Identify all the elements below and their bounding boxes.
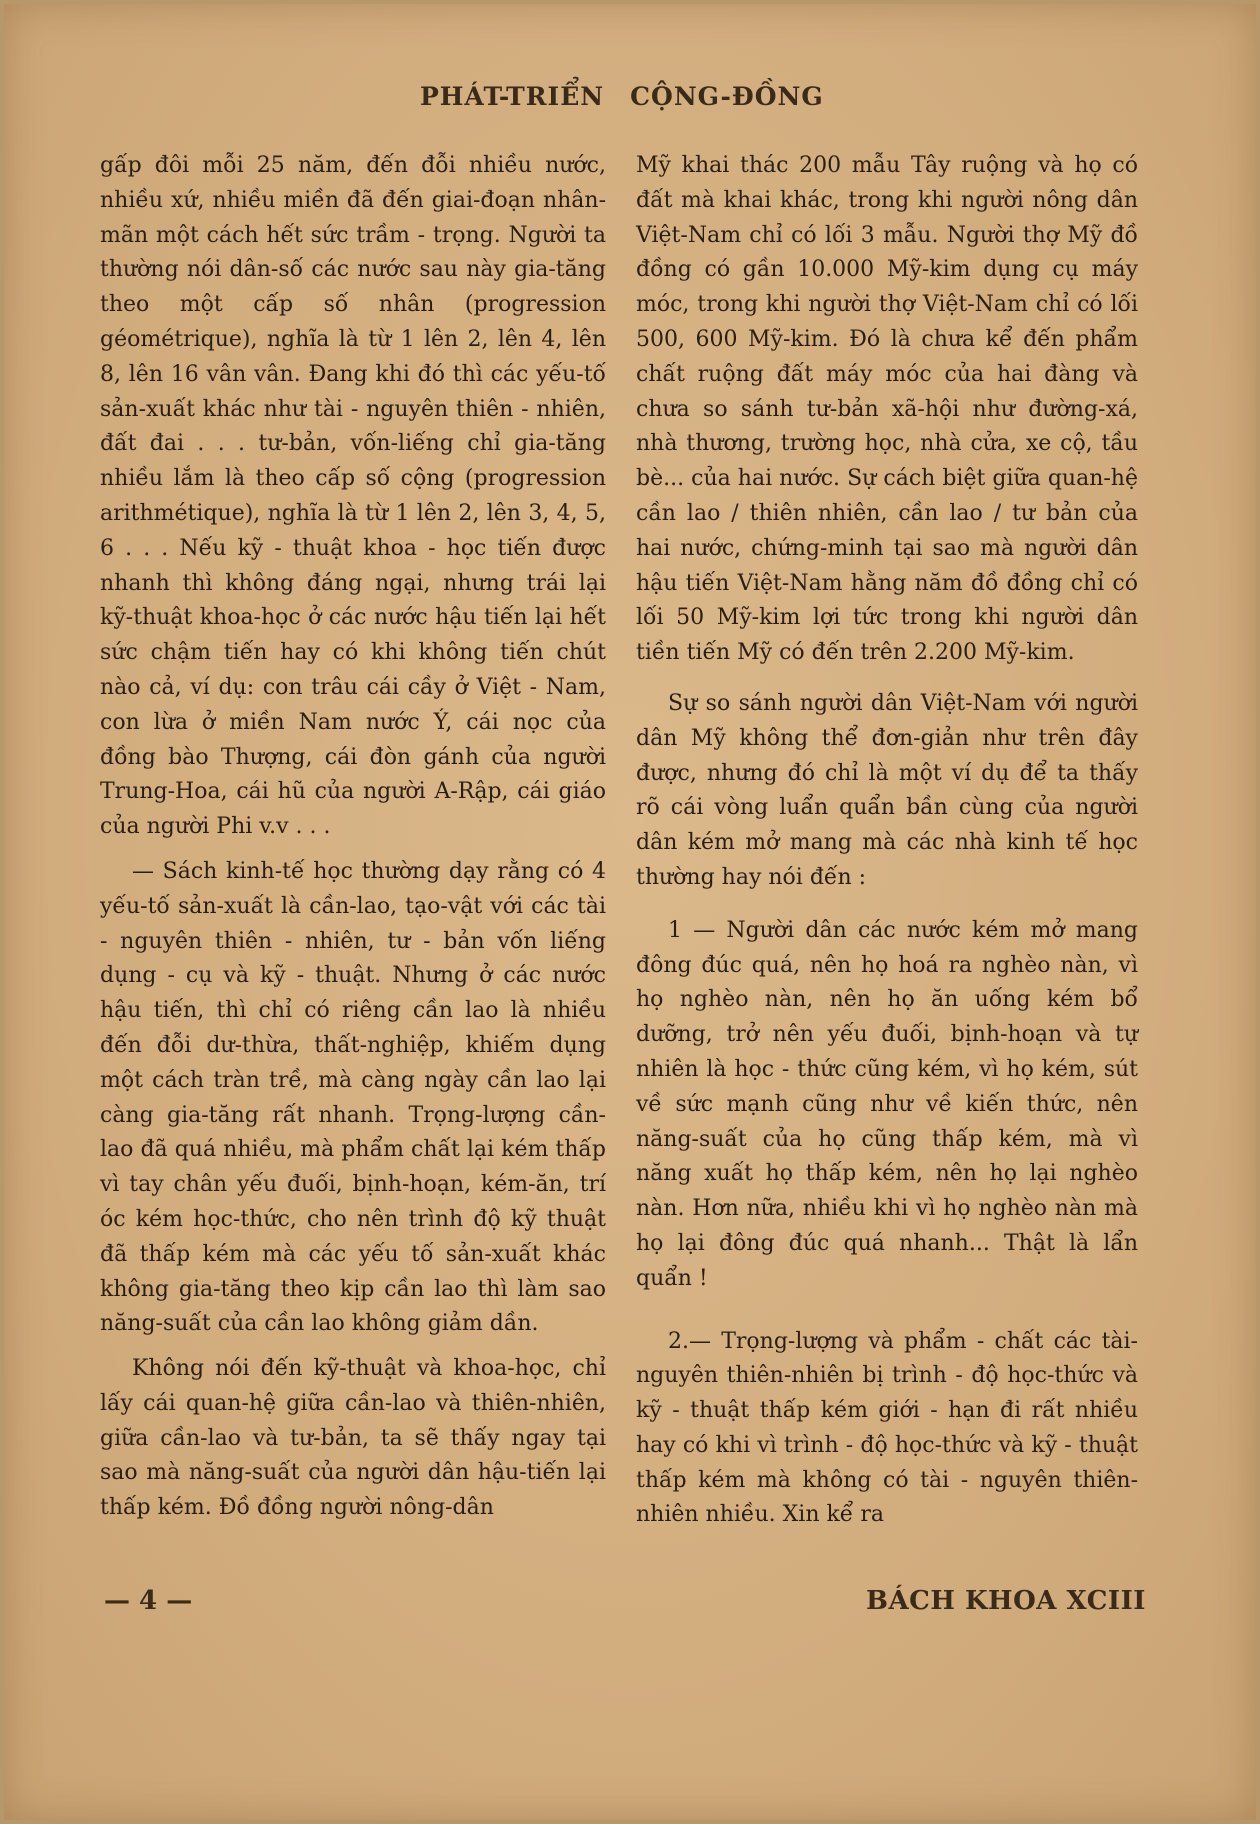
publication-title: BÁCH KHOA XCIII	[866, 1586, 1146, 1616]
header-left: PHÁT-TRIỂN	[420, 82, 605, 111]
paragraph: Sự so sánh người dân Việt-Nam với người dân Mỹ không thể đơn-giản như trên đây được, nhưng đó chỉ là một ví dụ để ta thấy rõ cái vòng luẩn quẩn bần cùng của người dân kém mở mang mà các nhà kinh tế học thường hay nói đến :	[636, 690, 1138, 890]
paragraph: — Sách kinh-tế học thường dạy rằng có 4 yếu-tố sản-xuất là cần-lao, tạo-vật với các tài - nguyên thiên - nhiên, tư - bản vốn liếng dụng - cụ và kỹ - thuật. Nhưng ở các nước hậu tiến, thì chỉ có riêng cần lao là nhiều đến đỗi dư-thừa, thất-nghiệp, khiếm dụng một cách tràn trề, mà càng ngày cần lao lại càng gia-tăng rất nhanh. Trọng-lượng cần-lao đã quá nhiều, mà phẩm chất lại kém thấp vì tay chân yếu đuối, bịnh-hoạn, kém-ăn, trí óc kém học-thức, cho nên trình độ kỹ thuật đã thấp kém mà các yếu tố sản-xuất khác không gia-tăng theo kịp cần lao thì làm sao năng-suất của cần lao không giảm dần.	[100, 858, 606, 1337]
paragraph: Không nói đến kỹ-thuật và khoa-học, chỉ lấy cái quan-hệ giữa cần-lao và thiên-nhiên, giữa cần-lao và tư-bản, ta sẽ thấy ngay tại sao mà năng-suất của người dân hậu-tiến lại thấp kém. Đồ đồng người nông-dân	[100, 1356, 606, 1521]
paragraph: Mỹ khai thác 200 mẫu Tây ruộng và họ có đất mà khai khác, trong khi người nông dân Việt-Nam chỉ có lối 3 mẫu. Người thợ Mỹ đồ đồng có gần 10.000 Mỹ-kim dụng cụ máy móc, trong khi người thợ Việt-Nam chỉ có lối 500, 600 Mỹ-kim. Đó là chưa kể đến phẩm chất ruộng đất máy móc của hai đàng và chưa so sánh tư-bản xã-hội như đường-xá, nhà thương, trường học, nhà cửa, xe cộ, tầu bè... của hai nước. Sự cách biệt giữa quan-hệ cần lao / thiên nhiên, cần lao / tư bản của hai nước, chứng-minh tại sao mà người dân hậu tiến Việt-Nam hằng năm đồ đồng chỉ có lối 50 Mỹ-kim lợi tức trong khi người dân tiền tiến Mỹ có đến trên 2.200 Mỹ-kim.	[636, 153, 1138, 666]
numbered-paragraph: 2.— Trọng-lượng và phẩm - chất các tài-nguyên thiên-nhiên bị trình - độ học-thức và kỹ - thuật thấp kém giới - hạn đi rất nhiều hay có khi vì trình - độ học-thức và kỹ - thuật thấp kém mà không có tài - nguyên thiên-nhiên nhiều. Xin kể ra	[636, 1328, 1138, 1528]
page-number: — 4 —	[104, 1586, 193, 1616]
page	[4, 4, 1256, 1820]
right-column	[636, 149, 1138, 1533]
header-right: CỘNG-ĐỒNG	[630, 82, 824, 111]
running-header	[420, 82, 850, 111]
paragraph: gấp đôi mỗi 25 năm, đến đỗi nhiều nước, nhiều xứ, nhiều miền đã đến giai-đoạn nhân-mãn một cách hết sức trầm - trọng. Người ta thường nói dân-số các nước sau này gia-tăng theo một cấp số nhân (progression géométrique), nghĩa là từ 1 lên 2, lên 4, lên 8, lên 16 vân vân. Đang khi đó thì các yếu-tố sản-xuất khác như tài - nguyên thiên - nhiên, đất đai . . . tư-bản, vốn-liếng chỉ gia-tăng nhiều lắm là theo cấp số cộng (progression arithmétique), nghĩa là từ 1 lên 2, lên 3, 4, 5, 6 . . . Nếu kỹ - thuật khoa - học tiến được nhanh thì không đáng ngại, nhưng trái lại kỹ-thuật khoa-học ở các nước hậu tiến lại hết sức chậm tiến hay có khi không tiến chút nào cả, ví dụ: con trâu cái cầy ở Việt - Nam, con lừa ở miền Nam nước Ý, cái nọc của đồng bào Thượng, cái đòn gánh của người Trung-Hoa, cái hũ của người A-Rập, cái giáo của người Phi v.v . . .	[100, 153, 606, 840]
numbered-paragraph: 1 — Người dân các nước kém mở mang đông đúc quá, nên họ hoá ra nghèo nàn, vì họ nghèo nàn, nên họ ăn uống kém bổ dưỡng, trở nên yếu đuối, bịnh-hoạn và tự nhiên là học - thức cũng kém, vì họ kém, sút về sức mạnh cũng như về kiến thức, nên năng-suất của họ cũng thấp kém, mà vì năng xuất họ thấp kém, nên họ lại nghèo nàn. Hơn nữa, nhiều khi vì họ nghèo nàn mà họ lại đông đúc quá nhanh... Thật là lẩn quẩn !	[636, 917, 1138, 1291]
left-column	[100, 149, 606, 1526]
